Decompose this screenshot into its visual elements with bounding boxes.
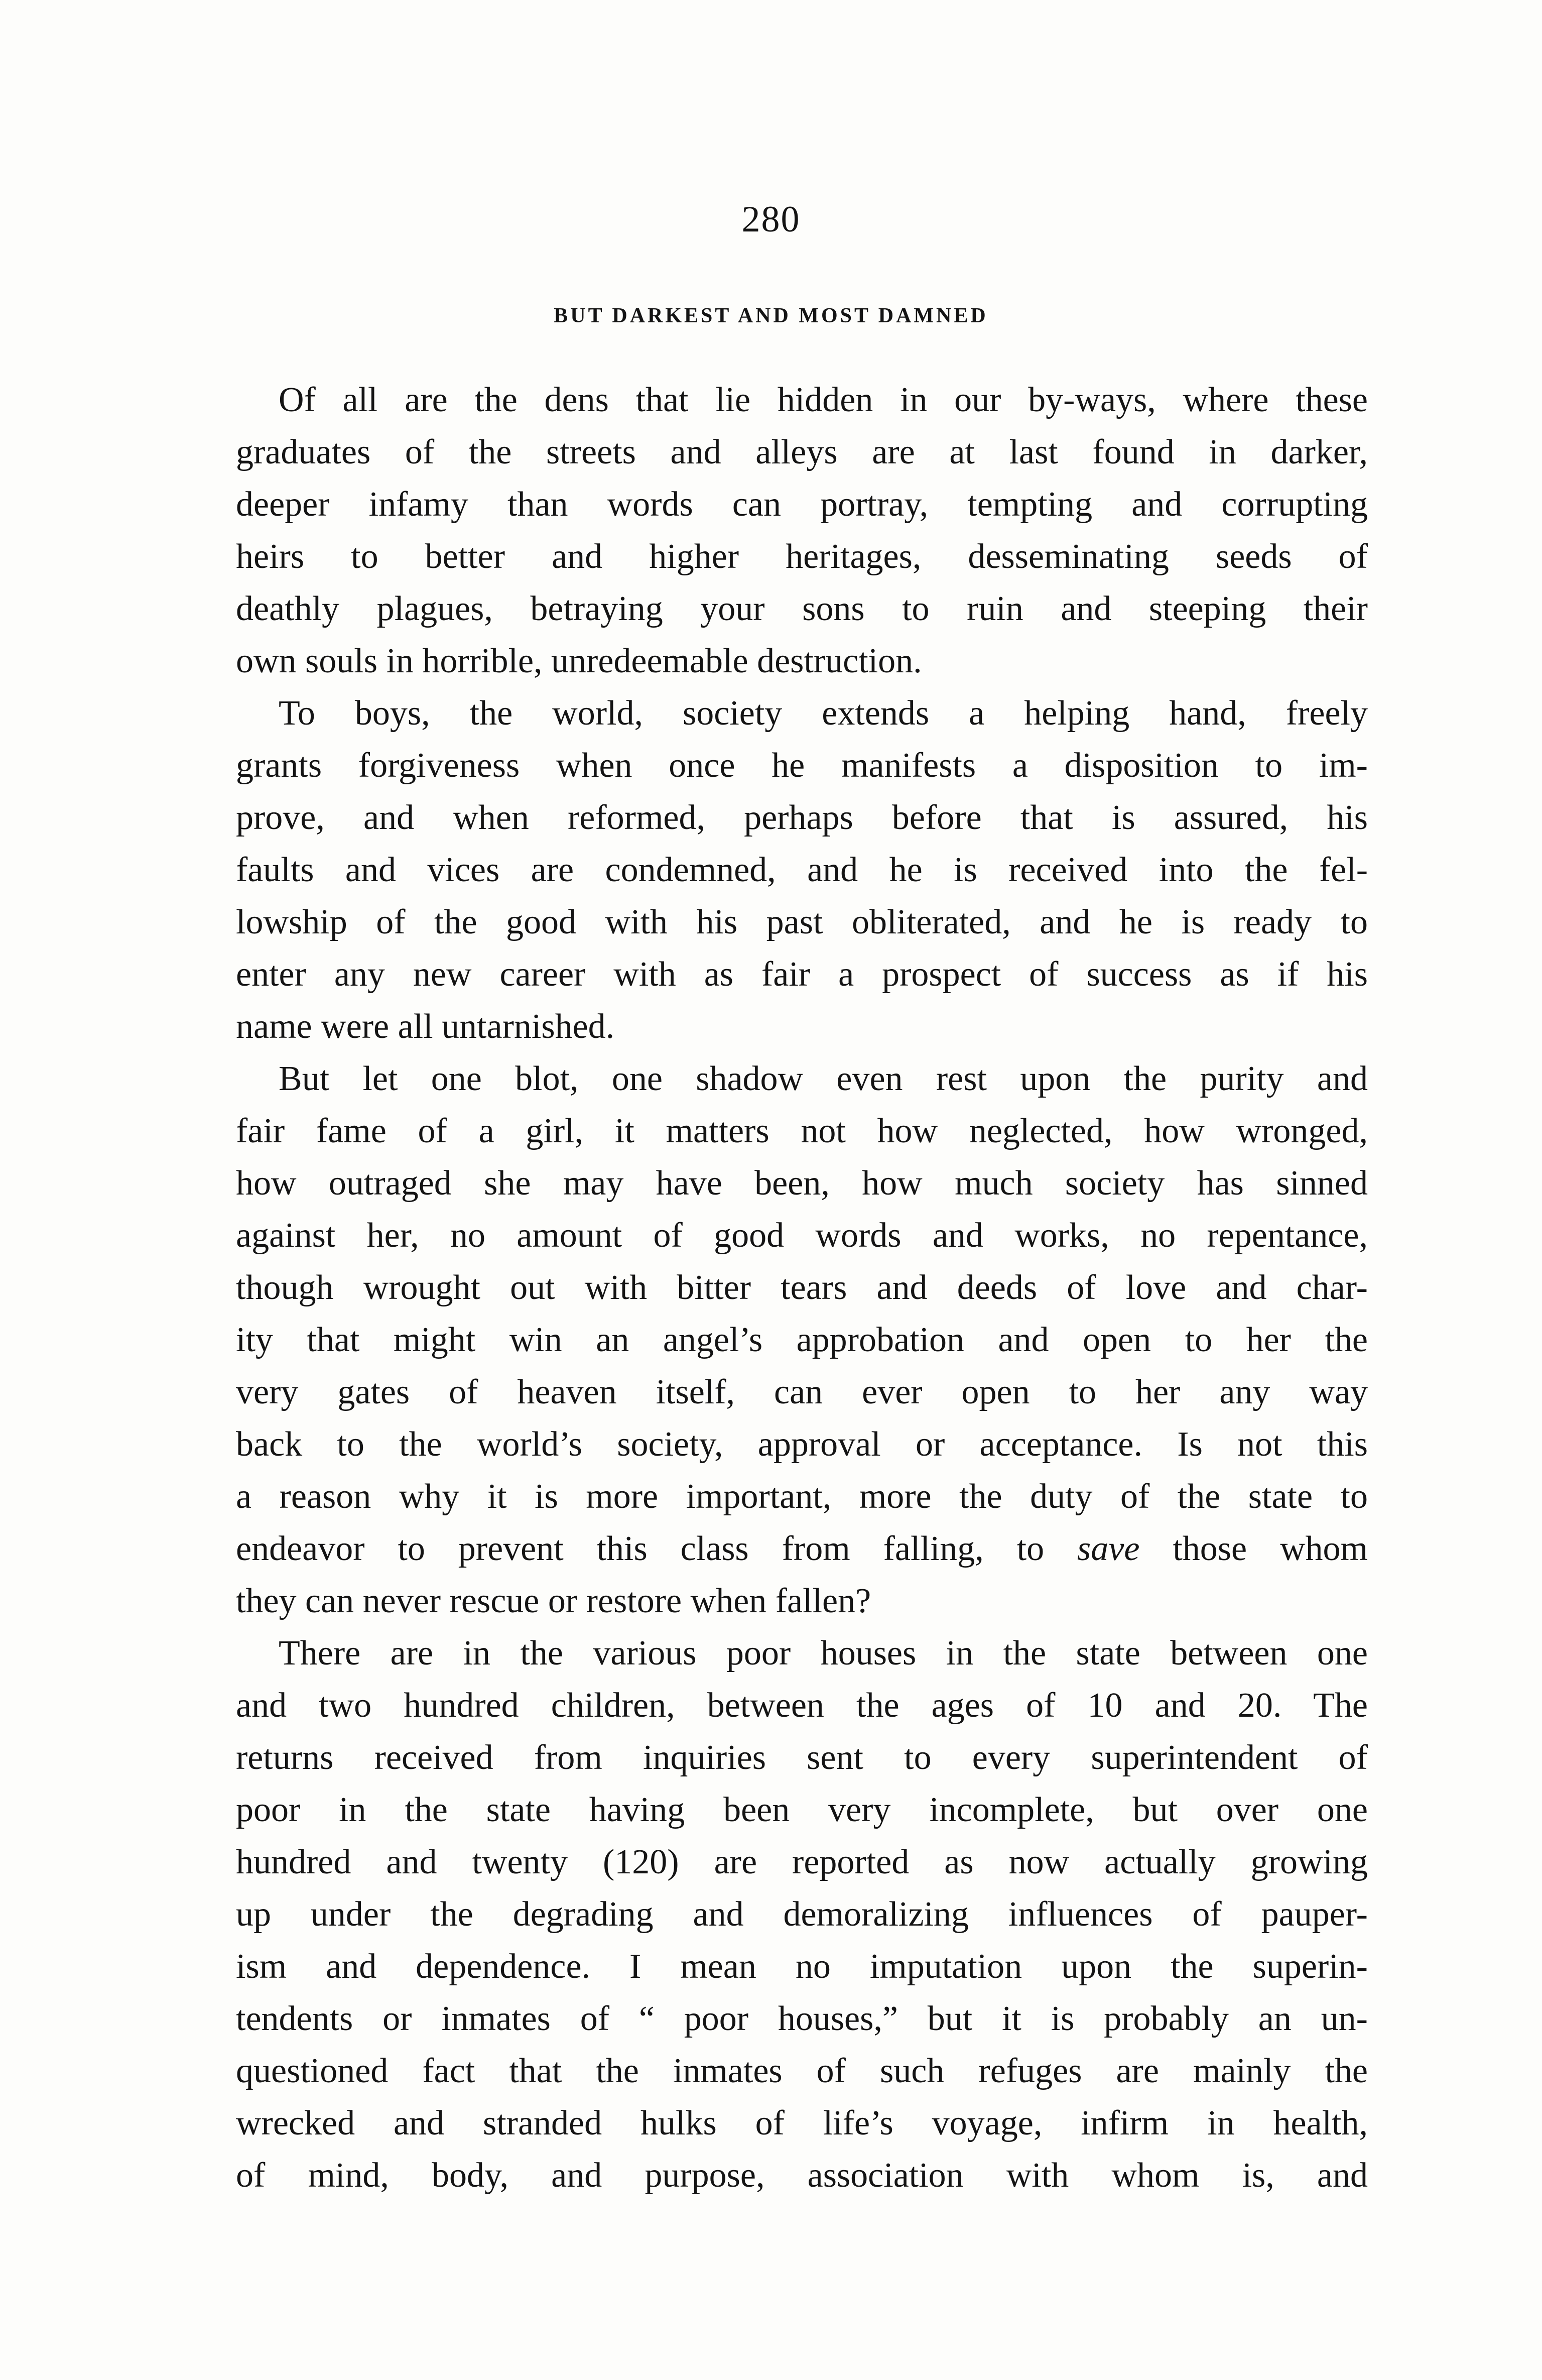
text-line: ism and dependence. I mean no imputation upon the superin- <box>236 1947 1368 1986</box>
body-text <box>236 374 1368 2202</box>
paragraph-1 <box>236 374 1368 687</box>
text-line: though wrought out with bitter tears and deeds of love and char- <box>236 1268 1368 1307</box>
paragraph-4 <box>236 1627 1368 2202</box>
text-line: fair fame of a girl, it matters not how neglected, how wronged, <box>236 1112 1368 1150</box>
italic-word: save <box>1077 1529 1140 1568</box>
text-line: how outraged she may have been, how much society has sinned <box>236 1164 1368 1203</box>
text-line: own souls in horrible, unredeemable destruction. <box>236 642 922 680</box>
text-line: against her, no amount of good words and works, no repentance, <box>236 1216 1368 1255</box>
text-line: To boys, the world, society extends a helping hand, freely <box>279 694 1368 733</box>
text-line: ity that might win an angel’s approbation and open to her the <box>236 1321 1368 1359</box>
text-line: a reason why it is more important, more the duty of the state to <box>236 1477 1368 1516</box>
text-line: poor in the state having been very incomplete, but over one <box>236 1791 1368 1829</box>
text-line: they can never rescue or restore when fallen? <box>236 1582 871 1620</box>
text-line: and two hundred children, between the ages of 10 and 20. The <box>236 1686 1368 1725</box>
text-segment: endeavor to prevent this class from falling, to <box>236 1529 1078 1568</box>
text-line: There are in the various poor houses in the state between one <box>279 1634 1368 1673</box>
text-line: returns received from inquiries sent to every superintendent of <box>236 1738 1368 1777</box>
text-line: very gates of heaven itself, can ever open to her any way <box>236 1373 1368 1411</box>
running-head: BUT DARKEST AND MOST DAMNED <box>554 304 988 327</box>
text-line: But let one blot, one shadow even rest upon the purity and <box>279 1059 1368 1098</box>
text-line: up under the degrading and demoralizing influences of pauper- <box>236 1895 1368 1934</box>
text-line: enter any new career with as fair a prospect of success as if his <box>236 955 1368 994</box>
text-line: deathly plagues, betraying your sons to ruin and steeping their <box>236 589 1368 628</box>
text-line: tendents or inmates of “ poor houses,” but it is probably an un- <box>236 1999 1368 2038</box>
paragraph-3 <box>236 1053 1368 1627</box>
text-line: deeper infamy than words can portray, tempting and corrupting <box>236 485 1368 524</box>
text-line: grants forgiveness when once he manifests a disposition to im- <box>236 746 1368 785</box>
paragraph-2 <box>236 687 1368 1053</box>
text-line: heirs to better and higher heritages, desseminating seeds of <box>236 537 1368 576</box>
text-line: of mind, body, and purpose, association with whom is, and <box>236 2156 1368 2195</box>
text-line: graduates of the streets and alleys are at last found in darker, <box>236 433 1368 471</box>
text-line: back to the world’s society, approval or acceptance. Is not this <box>236 1425 1368 1464</box>
text-line: name were all untarnished. <box>236 1007 615 1046</box>
text-line: prove, and when reformed, perhaps before that is assured, his <box>236 798 1368 837</box>
text-segment: those whom <box>1139 1529 1368 1568</box>
text-line: questioned fact that the inmates of such refuges are mainly the <box>236 2052 1368 2090</box>
text-line: Of all are the dens that lie hidden in our by-ways, where these <box>279 381 1368 419</box>
text-line: lowship of the good with his past obliterated, and he is ready to <box>236 903 1368 941</box>
page-number: 280 <box>741 199 801 240</box>
text-line: faults and vices are condemned, and he is received into the fel- <box>236 851 1368 889</box>
text-line: wrecked and stranded hulks of life’s voyage, infirm in health, <box>236 2104 1368 2143</box>
text-line-with-italic <box>236 1523 1368 1575</box>
text-line: hundred and twenty (120) are reported as now actually growing <box>236 1843 1368 1881</box>
